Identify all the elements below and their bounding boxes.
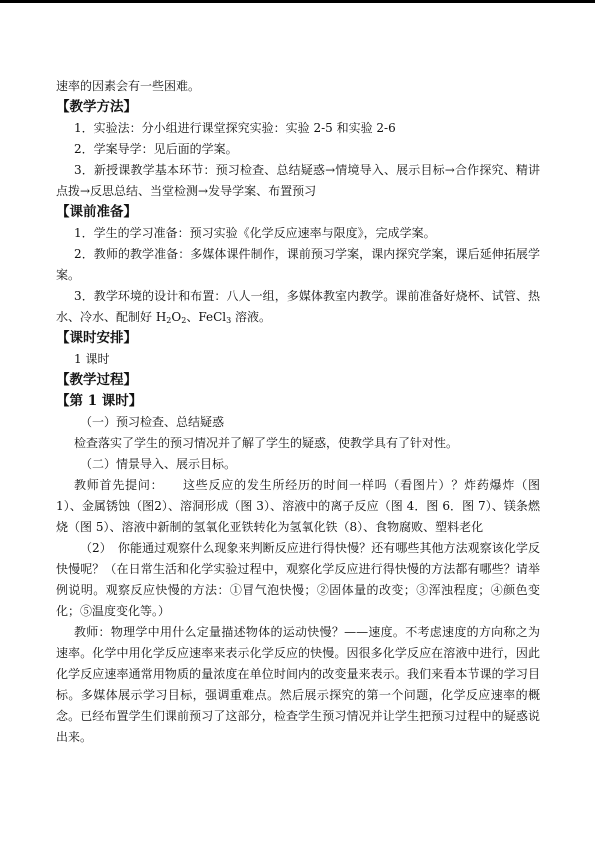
step-preview-check: （一）预习检查、总结疑惑 <box>80 415 225 429</box>
teacher-explanation: 教师：物理学中用什么定量描述物体的运动快慢？——速度。不考虑速度的方向称之为速率。化学中用化学反应速率来表示化学反应的快慢。因很多化学反应在溶液中进行，因此化学反应速率通常用物质的量浓度在单位时间内的改变量来表示。我们来看本节课的学习目标。多媒体展示学习目标，强调重难点。然后展示探究的第一个问题，化学反应速率的概念。已经布置学生们课前预习了这部分，检查学生预习情况并让学生把预习过程中的疑惑说出来。 <box>56 625 540 744</box>
prep-item-3 <box>56 286 540 328</box>
lesson-heading: 【第 1 课时】 <box>56 393 143 409</box>
section-heading-method: 【教学方法】 <box>56 99 137 115</box>
method-item-3: 3．新授课教学基本环节：预习检查、总结疑惑→情境导入、展示目标→合作探究、精讲点拨→反思总结、当堂检测→发导学案、布置预习 <box>56 163 540 198</box>
teacher-question: 教师首先提问： 这些反应的发生所经历的时间一样吗（看图片）？炸药爆炸（图 1）、金属锈蚀（图2）、溶洞形成（图 3）、溶液中的离子反应（图 4．图 6．图 7）、镁条燃烧（图 5）、溶液中新制的氢氧化亚铁转化为氢氧化铁（8）、食物腐败、塑料老化 <box>56 478 540 534</box>
method-item-1: 1．实验法：分小组进行课堂探究实验：实验 2-5 和实验 2-6 <box>74 121 396 135</box>
prep-item-2: 2．教师的教学准备：多媒体课件制作，课前预习学案，课内探究学案，课后延伸拓展学案。 <box>56 247 540 282</box>
document-page <box>56 76 540 748</box>
section-heading-process: 【教学过程】 <box>56 372 137 388</box>
step-preview-check-detail: 检查落实了学生的预习情况并了解了学生的疑惑，使教学具有了针对性。 <box>74 436 459 450</box>
step-scenario-intro: （二）情景导入、展示目标。 <box>80 457 237 471</box>
section-heading-prep: 【课前准备】 <box>56 204 137 220</box>
header-rule <box>0 0 595 3</box>
prep-item-3-tail: 溶液。 <box>231 310 272 324</box>
h2o2-subscript-2: 2 <box>181 316 187 325</box>
fecl3-subscript: 3 <box>226 316 232 325</box>
h2o2-subscript-1: 2 <box>166 316 172 325</box>
section-heading-schedule: 【课时安排】 <box>56 330 137 346</box>
observation-question: （2） 你能通过观察什么现象来判断反应进行得快慢？还有哪些其他方法观察该化学反快慢呢？（在日常生活和化学实验过程中，观察化学反应进行得快慢的方法都有哪些？请举例说明。观察反应快慢的方法：①冒气泡快慢；②固体量的改变；③浑浊程度；④颜色变化；⑤温度变化等。） <box>56 541 540 618</box>
schedule-value: 1 课时 <box>74 352 110 366</box>
prep-item-3-text: 3．教学环境的设计和布置：八人一组，多媒体教室内教学。课前准备好烧杯、试管、热水、冷水、配制好 H <box>56 289 540 324</box>
prep-item-1: 1．学生的学习准备：预习实验《化学反应速率与限度》，完成学案。 <box>74 226 436 240</box>
h2o2-o: O <box>171 310 182 324</box>
method-item-2: 2．学案导学：见后面的学案。 <box>74 142 238 156</box>
intro-line: 速率的因素会有一些困难。 <box>56 79 201 93</box>
fecl3-text: 、FeCl <box>186 310 227 324</box>
